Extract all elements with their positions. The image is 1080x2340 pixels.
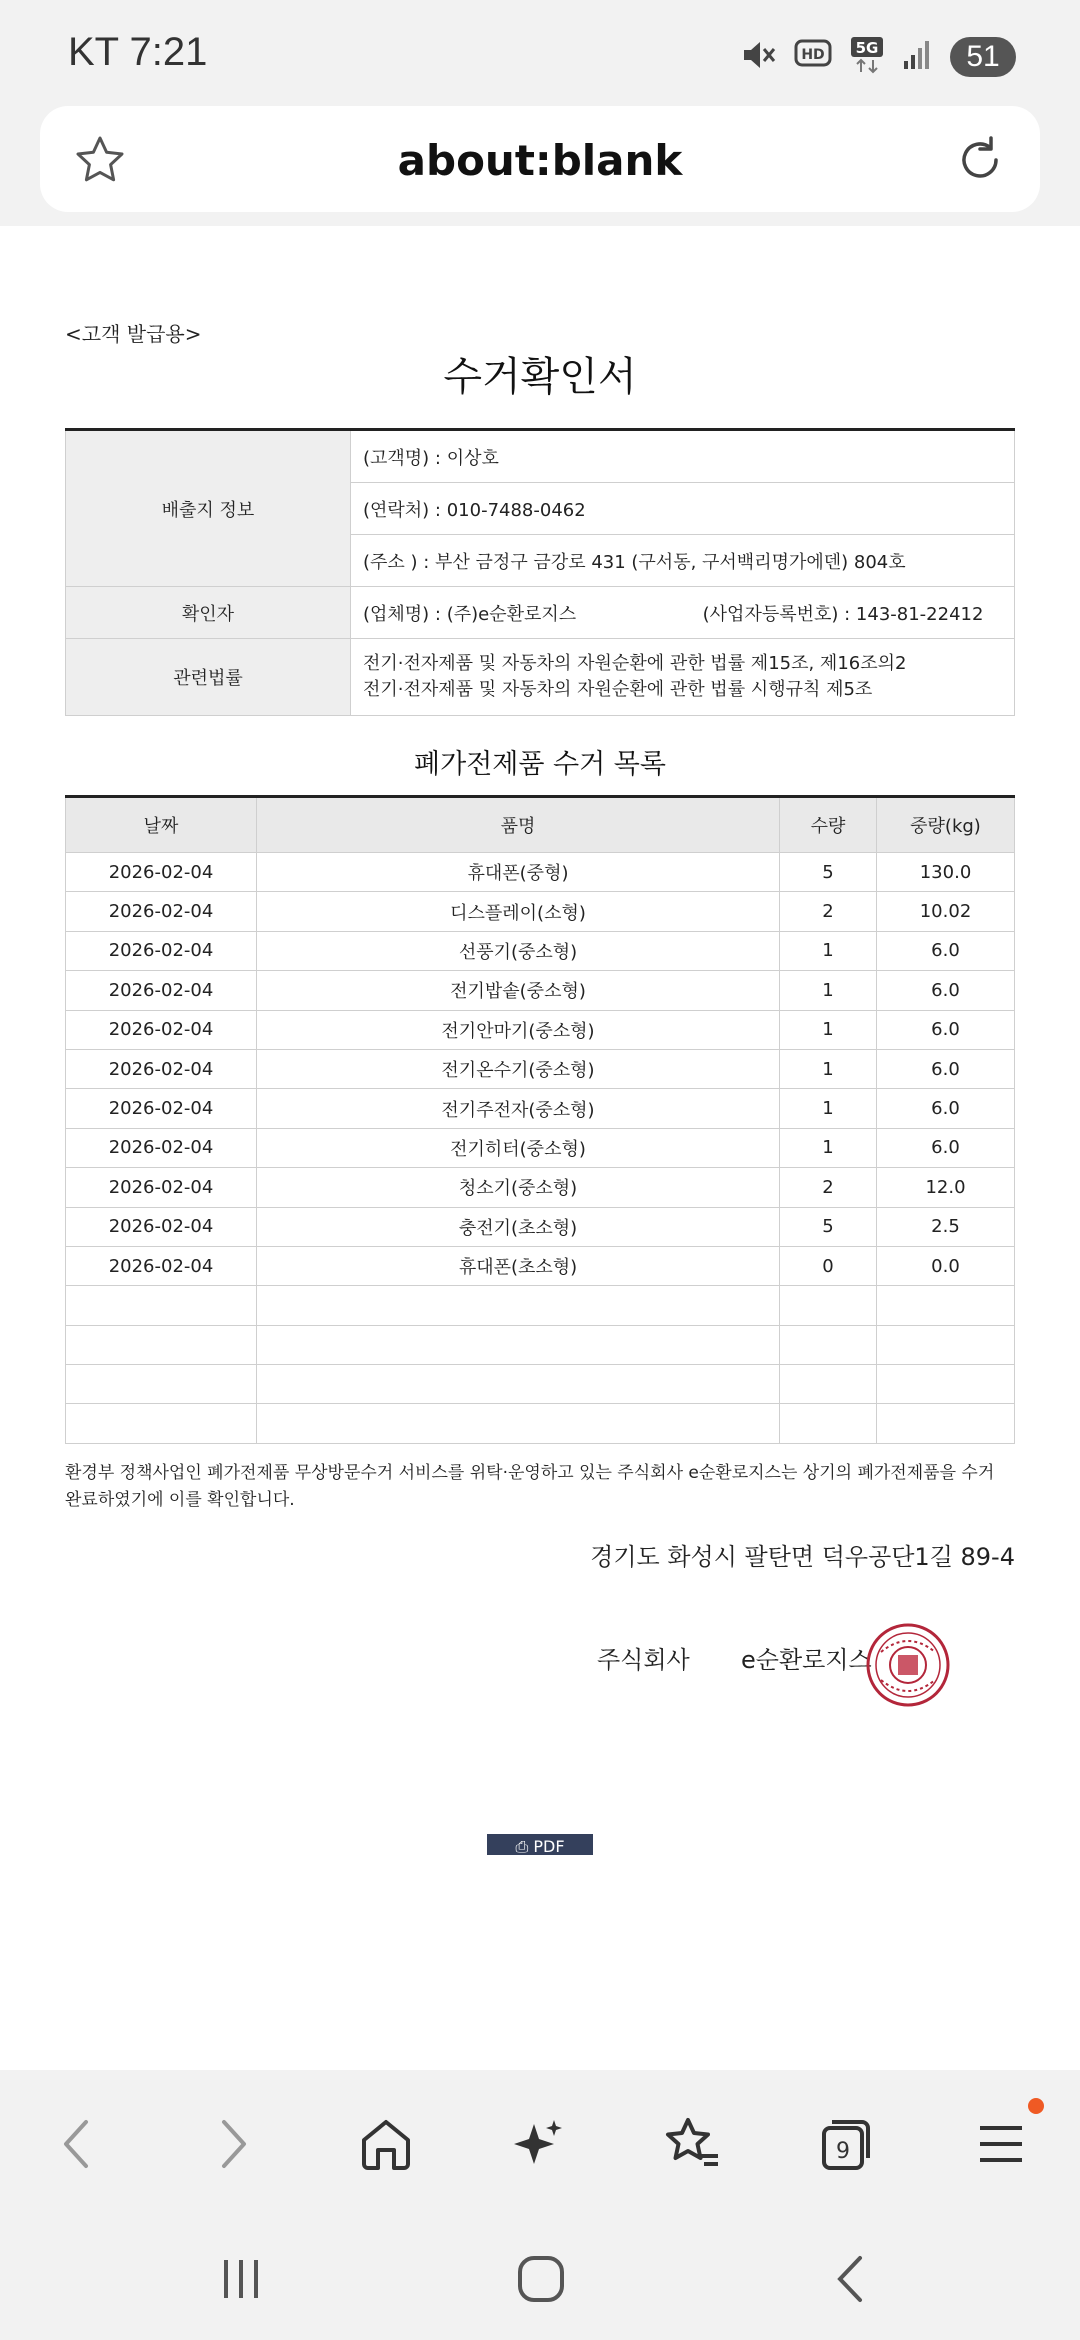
date-cell: 2026-02-04 bbox=[66, 1168, 257, 1207]
quantity-cell: 1 bbox=[780, 1010, 877, 1049]
item-name-cell bbox=[257, 1286, 780, 1325]
carrier-time: KT 7:21 bbox=[68, 30, 208, 74]
item-name-cell bbox=[257, 1325, 780, 1364]
item-name-cell: 선풍기(중소형) bbox=[257, 931, 780, 970]
item-name-cell: 충전기(초소형) bbox=[257, 1207, 780, 1246]
item-name-cell bbox=[257, 1404, 780, 1443]
home-icon[interactable] bbox=[356, 2114, 416, 2178]
weight-cell: 6.0 bbox=[877, 971, 1015, 1010]
business-number: (사업자등록번호) : 143-81-22412 bbox=[702, 603, 984, 625]
quantity-cell: 2 bbox=[780, 892, 877, 931]
quantity-cell: 1 bbox=[780, 1049, 877, 1088]
table-row bbox=[66, 1207, 1015, 1246]
status-bar bbox=[0, 0, 1080, 110]
date-cell bbox=[66, 1286, 257, 1325]
table-row bbox=[66, 1168, 1015, 1207]
item-name-cell: 휴대폰(초소형) bbox=[257, 1246, 780, 1285]
weight-cell: 6.0 bbox=[877, 1010, 1015, 1049]
discharge-label: 배출지 정보 bbox=[66, 430, 351, 587]
date-cell bbox=[66, 1404, 257, 1443]
company-seal-stamp bbox=[865, 1622, 951, 1712]
date-cell bbox=[66, 1365, 257, 1404]
company-address: 경기도 화성시 팔탄면 덕우공단1길 89-4 bbox=[590, 1543, 1015, 1571]
weight-cell: 130.0 bbox=[877, 853, 1015, 892]
item-name-cell: 청소기(중소형) bbox=[257, 1168, 780, 1207]
item-name-cell: 전기주전자(중소형) bbox=[257, 1089, 780, 1128]
table-row bbox=[66, 853, 1015, 892]
date-cell: 2026-02-04 bbox=[66, 1010, 257, 1049]
date-cell: 2026-02-04 bbox=[66, 1049, 257, 1088]
weight-cell bbox=[877, 1365, 1015, 1404]
table-body bbox=[66, 853, 1015, 1444]
address-bar[interactable] bbox=[40, 106, 1040, 212]
law-label: 관련법률 bbox=[66, 639, 351, 716]
table-row bbox=[66, 1246, 1015, 1285]
table-row bbox=[66, 1049, 1015, 1088]
weight-cell bbox=[877, 1404, 1015, 1443]
column-header: 중량(kg) bbox=[877, 797, 1015, 853]
weight-cell: 6.0 bbox=[877, 1049, 1015, 1088]
table-row bbox=[66, 1128, 1015, 1167]
quantity-cell bbox=[780, 1404, 877, 1443]
info-table bbox=[65, 428, 1015, 716]
home-button-icon[interactable] bbox=[516, 2254, 566, 2308]
item-name-cell bbox=[257, 1365, 780, 1404]
table-row bbox=[66, 1089, 1015, 1128]
date-cell: 2026-02-04 bbox=[66, 1128, 257, 1167]
company-name-field: (업체명) : (주)e순환로지스 bbox=[363, 603, 577, 625]
customer-contact: (연락처) : 010-7488-0462 bbox=[351, 483, 1015, 535]
quantity-cell: 5 bbox=[780, 853, 877, 892]
date-cell: 2026-02-04 bbox=[66, 1207, 257, 1246]
document-title: 수거확인서 bbox=[443, 354, 637, 400]
quantity-cell: 0 bbox=[780, 1246, 877, 1285]
weight-cell bbox=[877, 1325, 1015, 1364]
svg-text:HD: HD bbox=[801, 47, 825, 63]
weight-cell: 6.0 bbox=[877, 1089, 1015, 1128]
tabs-icon[interactable] bbox=[816, 2114, 876, 2178]
law-line: 전기·전자제품 및 자동차의 자원순환에 관한 법률 시행규칙 제5조 bbox=[363, 679, 873, 700]
quantity-cell: 1 bbox=[780, 1128, 877, 1167]
customer-copy-caption: <고객 발급용> bbox=[65, 322, 202, 346]
law-line: 전기·전자제품 및 자동차의 자원순환에 관한 법률 제15조, 제16조의2 bbox=[363, 653, 907, 674]
tabs-count: 9 bbox=[836, 2139, 850, 2164]
confirmer-info bbox=[351, 587, 1015, 639]
printer-icon: ⎙ bbox=[515, 1837, 529, 1855]
item-name-cell: 전기밥솥(중소형) bbox=[257, 971, 780, 1010]
column-header: 날짜 bbox=[66, 797, 257, 853]
quantity-cell: 1 bbox=[780, 971, 877, 1010]
customer-address: (주소 ) : 부산 금정구 금강로 431 (구서동, 구서백리명가에덴) 804호 bbox=[351, 535, 1015, 587]
company-type: 주식회사 bbox=[597, 1646, 690, 1674]
table-row bbox=[66, 892, 1015, 931]
pdf-download-button[interactable] bbox=[487, 1834, 593, 1855]
5g-icon bbox=[850, 36, 884, 78]
pdf-label: PDF bbox=[533, 1837, 565, 1855]
table-row bbox=[66, 1010, 1015, 1049]
reload-icon[interactable] bbox=[950, 130, 1010, 194]
quantity-cell: 2 bbox=[780, 1168, 877, 1207]
confirmer-label: 확인자 bbox=[66, 587, 351, 639]
list-title: 폐가전제품 수거 목록 bbox=[414, 749, 666, 780]
hd-icon bbox=[794, 39, 832, 75]
table-row bbox=[66, 1325, 1015, 1364]
weight-cell: 12.0 bbox=[877, 1168, 1015, 1207]
svg-text:5G: 5G bbox=[855, 39, 879, 57]
quantity-cell: 1 bbox=[780, 1089, 877, 1128]
mute-icon bbox=[740, 37, 776, 77]
system-navigation-bar bbox=[0, 2210, 1080, 2340]
quantity-cell bbox=[780, 1286, 877, 1325]
company-name: e순환로지스 bbox=[741, 1646, 872, 1674]
weight-cell: 6.0 bbox=[877, 931, 1015, 970]
collection-list-table bbox=[65, 795, 1015, 1444]
date-cell: 2026-02-04 bbox=[66, 1089, 257, 1128]
date-cell: 2026-02-04 bbox=[66, 931, 257, 970]
menu-icon[interactable] bbox=[972, 2114, 1032, 2178]
weight-cell: 10.02 bbox=[877, 892, 1015, 931]
quantity-cell: 1 bbox=[780, 931, 877, 970]
back-icon[interactable] bbox=[52, 2114, 102, 2178]
url-text[interactable]: about:blank bbox=[397, 136, 683, 185]
item-name-cell: 휴대폰(중형) bbox=[257, 853, 780, 892]
weight-cell bbox=[877, 1286, 1015, 1325]
date-cell bbox=[66, 1325, 257, 1364]
date-cell: 2026-02-04 bbox=[66, 853, 257, 892]
weight-cell: 0.0 bbox=[877, 1246, 1015, 1285]
recent-apps-icon[interactable] bbox=[216, 2254, 266, 2308]
notification-dot bbox=[1028, 2098, 1044, 2114]
date-cell: 2026-02-04 bbox=[66, 1246, 257, 1285]
confirmation-notice: 환경부 정책사업인 폐가전제품 무상방문수거 서비스를 위탁·운영하고 있는 주식회사 e순환로지스는 상기의 폐가전제품을 수거 완료하였기에 이를 확인합니다. bbox=[65, 1463, 995, 1510]
weight-cell: 6.0 bbox=[877, 1128, 1015, 1167]
signal-icon bbox=[902, 39, 932, 75]
forward-icon[interactable] bbox=[208, 2114, 258, 2178]
table-row bbox=[66, 1404, 1015, 1443]
sparkle-icon[interactable] bbox=[508, 2114, 568, 2178]
table-header-row bbox=[66, 797, 1015, 853]
item-name-cell: 전기온수기(중소형) bbox=[257, 1049, 780, 1088]
customer-name: (고객명) : 이상호 bbox=[351, 430, 1015, 483]
battery-indicator: 51 bbox=[950, 37, 1016, 77]
bookmarks-icon[interactable] bbox=[662, 2114, 722, 2178]
column-header: 품명 bbox=[257, 797, 780, 853]
law-text bbox=[351, 639, 1015, 716]
weight-cell: 2.5 bbox=[877, 1207, 1015, 1246]
date-cell: 2026-02-04 bbox=[66, 971, 257, 1010]
date-cell: 2026-02-04 bbox=[66, 892, 257, 931]
column-header: 수량 bbox=[780, 797, 877, 853]
table-row bbox=[66, 1286, 1015, 1325]
status-icons bbox=[740, 36, 1016, 78]
item-name-cell: 전기안마기(중소형) bbox=[257, 1010, 780, 1049]
quantity-cell bbox=[780, 1365, 877, 1404]
table-row bbox=[66, 931, 1015, 970]
quantity-cell: 5 bbox=[780, 1207, 877, 1246]
item-name-cell: 디스플레이(소형) bbox=[257, 892, 780, 931]
item-name-cell: 전기히터(중소형) bbox=[257, 1128, 780, 1167]
browser-bottom-bar bbox=[0, 2070, 1080, 2210]
quantity-cell bbox=[780, 1325, 877, 1364]
company-signature bbox=[597, 1640, 872, 1675]
system-back-icon[interactable] bbox=[826, 2254, 876, 2308]
table-row bbox=[66, 1365, 1015, 1404]
table-row bbox=[66, 971, 1015, 1010]
